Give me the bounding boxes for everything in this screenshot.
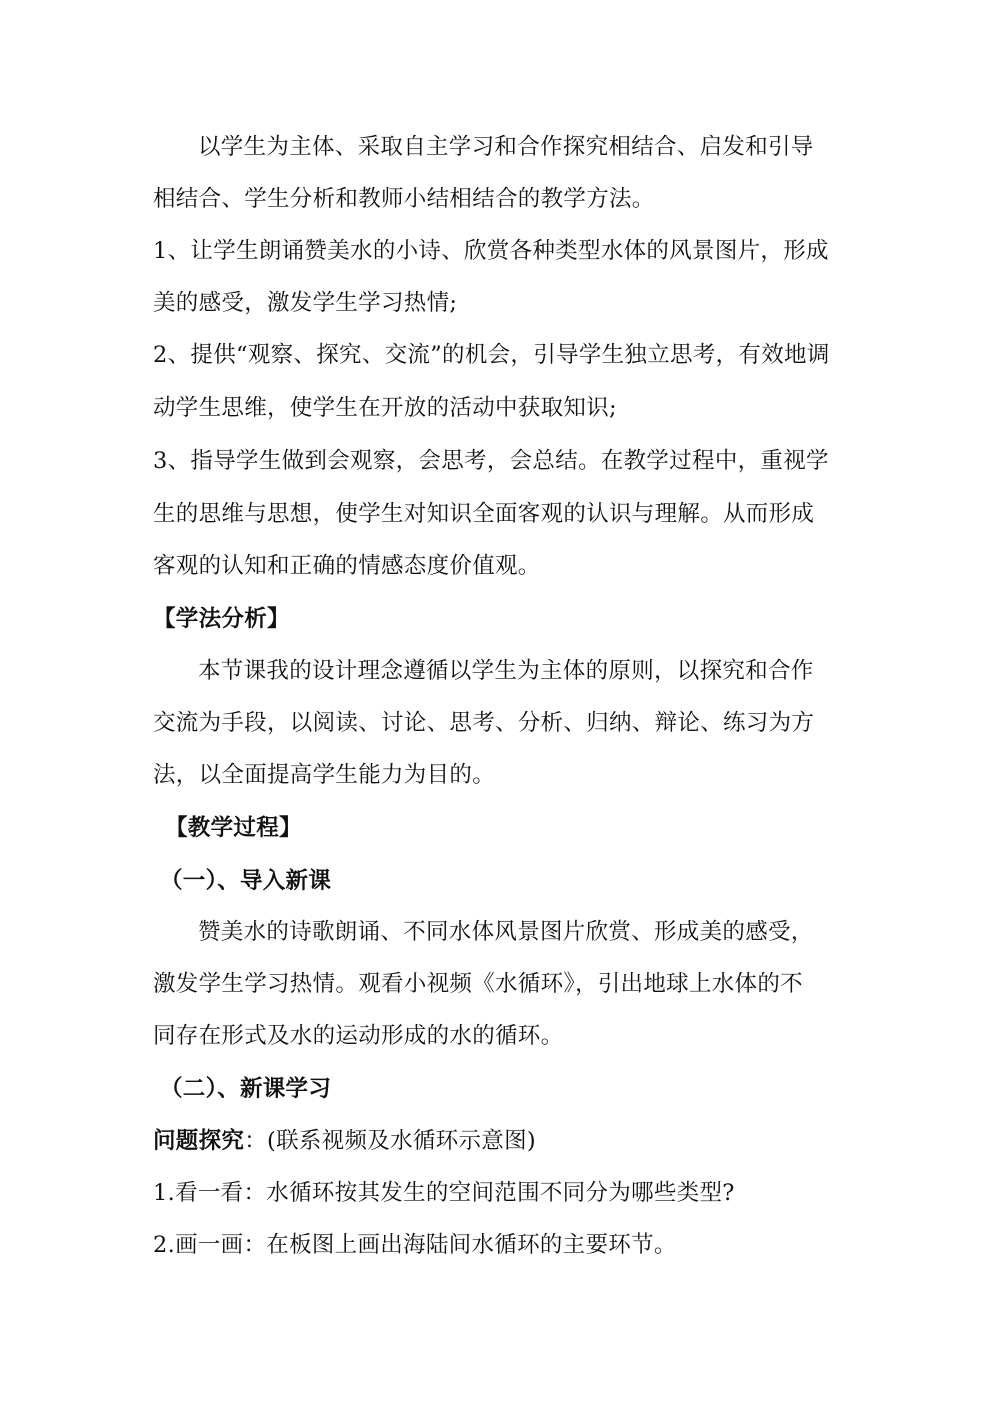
section-heading-study-method: 【学法分析】 — [153, 606, 290, 632]
section-heading-teaching-process: 【教学过程】 — [165, 815, 302, 841]
paragraph-line: 法，以全面提高学生能力为目的。 — [153, 762, 496, 788]
paragraph-line: 本节课我的设计理念遵循以学生为主体的原则，以探究和合作 — [198, 658, 814, 684]
list-item-line: 美的感受，激发学生学习热情; — [153, 290, 458, 316]
list-item-line: 动学生思维，使学生在开放的活动中获取知识; — [153, 395, 617, 421]
list-item-line: 客观的认知和正确的情感态度价值观。 — [153, 553, 541, 579]
list-item-line: 2、提供“观察、探究、交流”的机会，引导学生独立思考，有效地调 — [153, 342, 830, 368]
paragraph-line: 交流为手段，以阅读、讨论、思考、分析、归纳、辩论、练习为方 — [153, 710, 815, 736]
inquiry-label: 问题探究 — [153, 1128, 245, 1154]
subsection-heading-new-lesson: （二）、新课学习 — [160, 1076, 332, 1102]
list-item-line: 生的思维与思想，使学生对知识全面客观的认识与理解。从而形成 — [153, 501, 815, 527]
subsection-heading-intro: （一）、导入新课 — [160, 868, 332, 894]
paragraph-line: 激发学生学习热情。观看小视频《水循环》，引出地球上水体的不 — [153, 971, 803, 997]
inquiry-line — [153, 1126, 853, 1156]
paragraph-line: 同存在形式及水的运动形成的水的循环。 — [153, 1023, 564, 1049]
question-item: 2.画一画：在板图上画出海陆间水循环的主要环节。 — [153, 1232, 677, 1258]
inquiry-text: ：(联系视频及水循环示意图) — [244, 1128, 536, 1154]
list-item-line: 3、指导学生做到会观察，会思考，会总结。在教学过程中，重视学 — [153, 448, 829, 474]
question-item: 1.看一看：水循环按其发生的空间范围不同分为哪些类型? — [153, 1180, 735, 1206]
paragraph-line: 赞美水的诗歌朗诵、不同水体风景图片欣赏、形成美的感受， — [198, 919, 814, 945]
paragraph-line: 以学生为主体、采取自主学习和合作探究相结合、启发和引导 — [198, 134, 814, 160]
list-item-line: 1、让学生朗诵赞美水的小诗、欣赏各种类型水体的风景图片，形成 — [153, 238, 829, 264]
paragraph-line: 相结合、学生分析和教师小结相结合的教学方法。 — [153, 186, 655, 212]
